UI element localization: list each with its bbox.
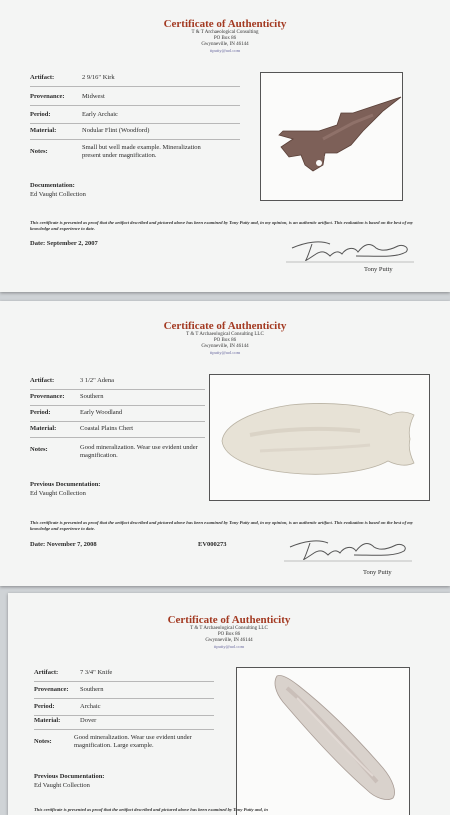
documentation-label: Documentation:: [30, 182, 75, 189]
certificate-header: [0, 18, 450, 54]
city: Gwynneville, IN 46144: [201, 42, 249, 47]
artifact-label: Artifact:: [30, 377, 55, 384]
divider: [30, 437, 205, 438]
provenance-label: Provenance:: [34, 686, 69, 693]
provenance-value: Southern: [80, 393, 104, 400]
divider: [30, 405, 205, 406]
divider: [34, 729, 214, 730]
serial-number: EV000273: [198, 541, 227, 548]
period-value: Archaic: [80, 703, 101, 710]
material-label: Material:: [30, 425, 57, 432]
company-name: T & T Archaeological Consulting LLC: [186, 332, 264, 337]
notes-value: Good mineralization. Wear use evident under magnification. Large example.: [74, 734, 192, 749]
notes-label: Notes:: [34, 738, 52, 745]
artifact-value: 3 1/2" Adena: [80, 377, 115, 384]
artifact-label: Artifact:: [34, 669, 59, 676]
certificate-3: [8, 593, 450, 815]
divider: [34, 715, 214, 716]
po-box: PO Box 86: [217, 632, 241, 637]
city: Gwynneville, IN 46144: [201, 344, 249, 349]
divider: [30, 86, 240, 87]
provenance-value: Southern: [80, 686, 104, 693]
po-box: PO Box 86: [213, 36, 237, 41]
period-label: Period:: [30, 111, 51, 118]
artifact-photo: [236, 667, 410, 815]
signer-name: Tony Putty: [363, 569, 392, 576]
certificate-1: [0, 0, 450, 292]
signature: [284, 535, 414, 563]
documentation-label: Previous Documentation:: [30, 481, 101, 488]
company-name: T & T Archaeological Consulting LLC: [190, 626, 268, 631]
divider: [30, 139, 240, 140]
certificate-date: Date: November 7, 2008: [30, 541, 97, 548]
documentation-label: Previous Documentation:: [34, 773, 105, 780]
email: ttputty@aol.com: [209, 48, 241, 53]
material-label: Material:: [30, 127, 57, 134]
artifact-value: 2 9/16" Kirk: [82, 74, 115, 81]
company-name: T & T Archaeological Consulting: [191, 30, 259, 35]
authenticity-statement: This certificate is presented as proof that the artifact described and pictured above has been examined by Tony Putty and, in my opinion, is an authentic artifact. This evaluation is based on the best of my knowledge and experience to date.: [30, 520, 413, 531]
signature: [286, 236, 416, 264]
divider: [34, 698, 214, 699]
authenticity-statement: This certificate is presented as proof that the artifact described and pictured above has been examined by Tony Putty and, in my opinion, is an authentic artifact. This evaluation is based on the best of my knowledge and experience to date.: [30, 220, 413, 231]
notes-label: Notes:: [30, 446, 48, 453]
material-value: Dover: [80, 717, 97, 724]
provenance-label: Provenance:: [30, 93, 65, 100]
artifact-photo: [209, 374, 430, 501]
email: ttputty@aol.com: [213, 644, 245, 649]
documentation-value: Ed Vaught Collection: [34, 782, 90, 789]
certificate-2: [0, 301, 450, 586]
documentation-value: Ed Vaught Collection: [30, 490, 86, 497]
period-value: Early Woodland: [80, 409, 123, 416]
adena-point-image: [210, 375, 429, 500]
divider: [30, 105, 240, 106]
notes-label: Notes:: [30, 148, 48, 155]
email: ttputty@aol.com: [209, 350, 241, 355]
artifact-label: Artifact:: [30, 74, 55, 81]
notes-value: Small but well made example. Mineralization present under magnification.: [82, 144, 201, 159]
signer-name: Tony Putty: [364, 266, 393, 273]
period-value: Early Archaic: [82, 111, 118, 118]
divider: [34, 681, 214, 682]
documentation-value: Ed Vaught Collection: [30, 191, 86, 198]
material-value: Nodular Flint (Woodford): [82, 127, 150, 134]
certificate-title: Certificate of Authenticity: [167, 614, 291, 626]
artifact-value: 7 3/4" Knife: [80, 669, 113, 676]
provenance-value: Midwest: [82, 93, 105, 100]
certificate-header: [0, 320, 450, 356]
divider: [30, 389, 205, 390]
city: Gwynneville, IN 46144: [205, 638, 253, 643]
certificate-title: Certificate of Authenticity: [163, 18, 287, 30]
certificate-date: Date: September 2, 2007: [30, 240, 98, 247]
divider: [30, 123, 240, 124]
provenance-label: Provenance:: [30, 393, 65, 400]
material-value: Coastal Plains Chert: [80, 425, 134, 432]
notes-value: Good mineralization. Wear use evident under magnification.: [80, 444, 198, 459]
artifact-photo: [260, 72, 403, 201]
period-label: Period:: [34, 703, 55, 710]
knife-blade-image: [237, 668, 409, 815]
material-label: Material:: [34, 717, 61, 724]
po-box: PO Box 86: [213, 338, 237, 343]
authenticity-statement: This certificate is presented as proof that the artifact described and pictured above has been examined by Tony Putty and, in: [34, 807, 268, 812]
divider: [30, 421, 205, 422]
certificate-header: [8, 614, 450, 650]
certificate-title: Certificate of Authenticity: [163, 320, 287, 332]
kirk-point-image: [261, 73, 402, 200]
period-label: Period:: [30, 409, 51, 416]
